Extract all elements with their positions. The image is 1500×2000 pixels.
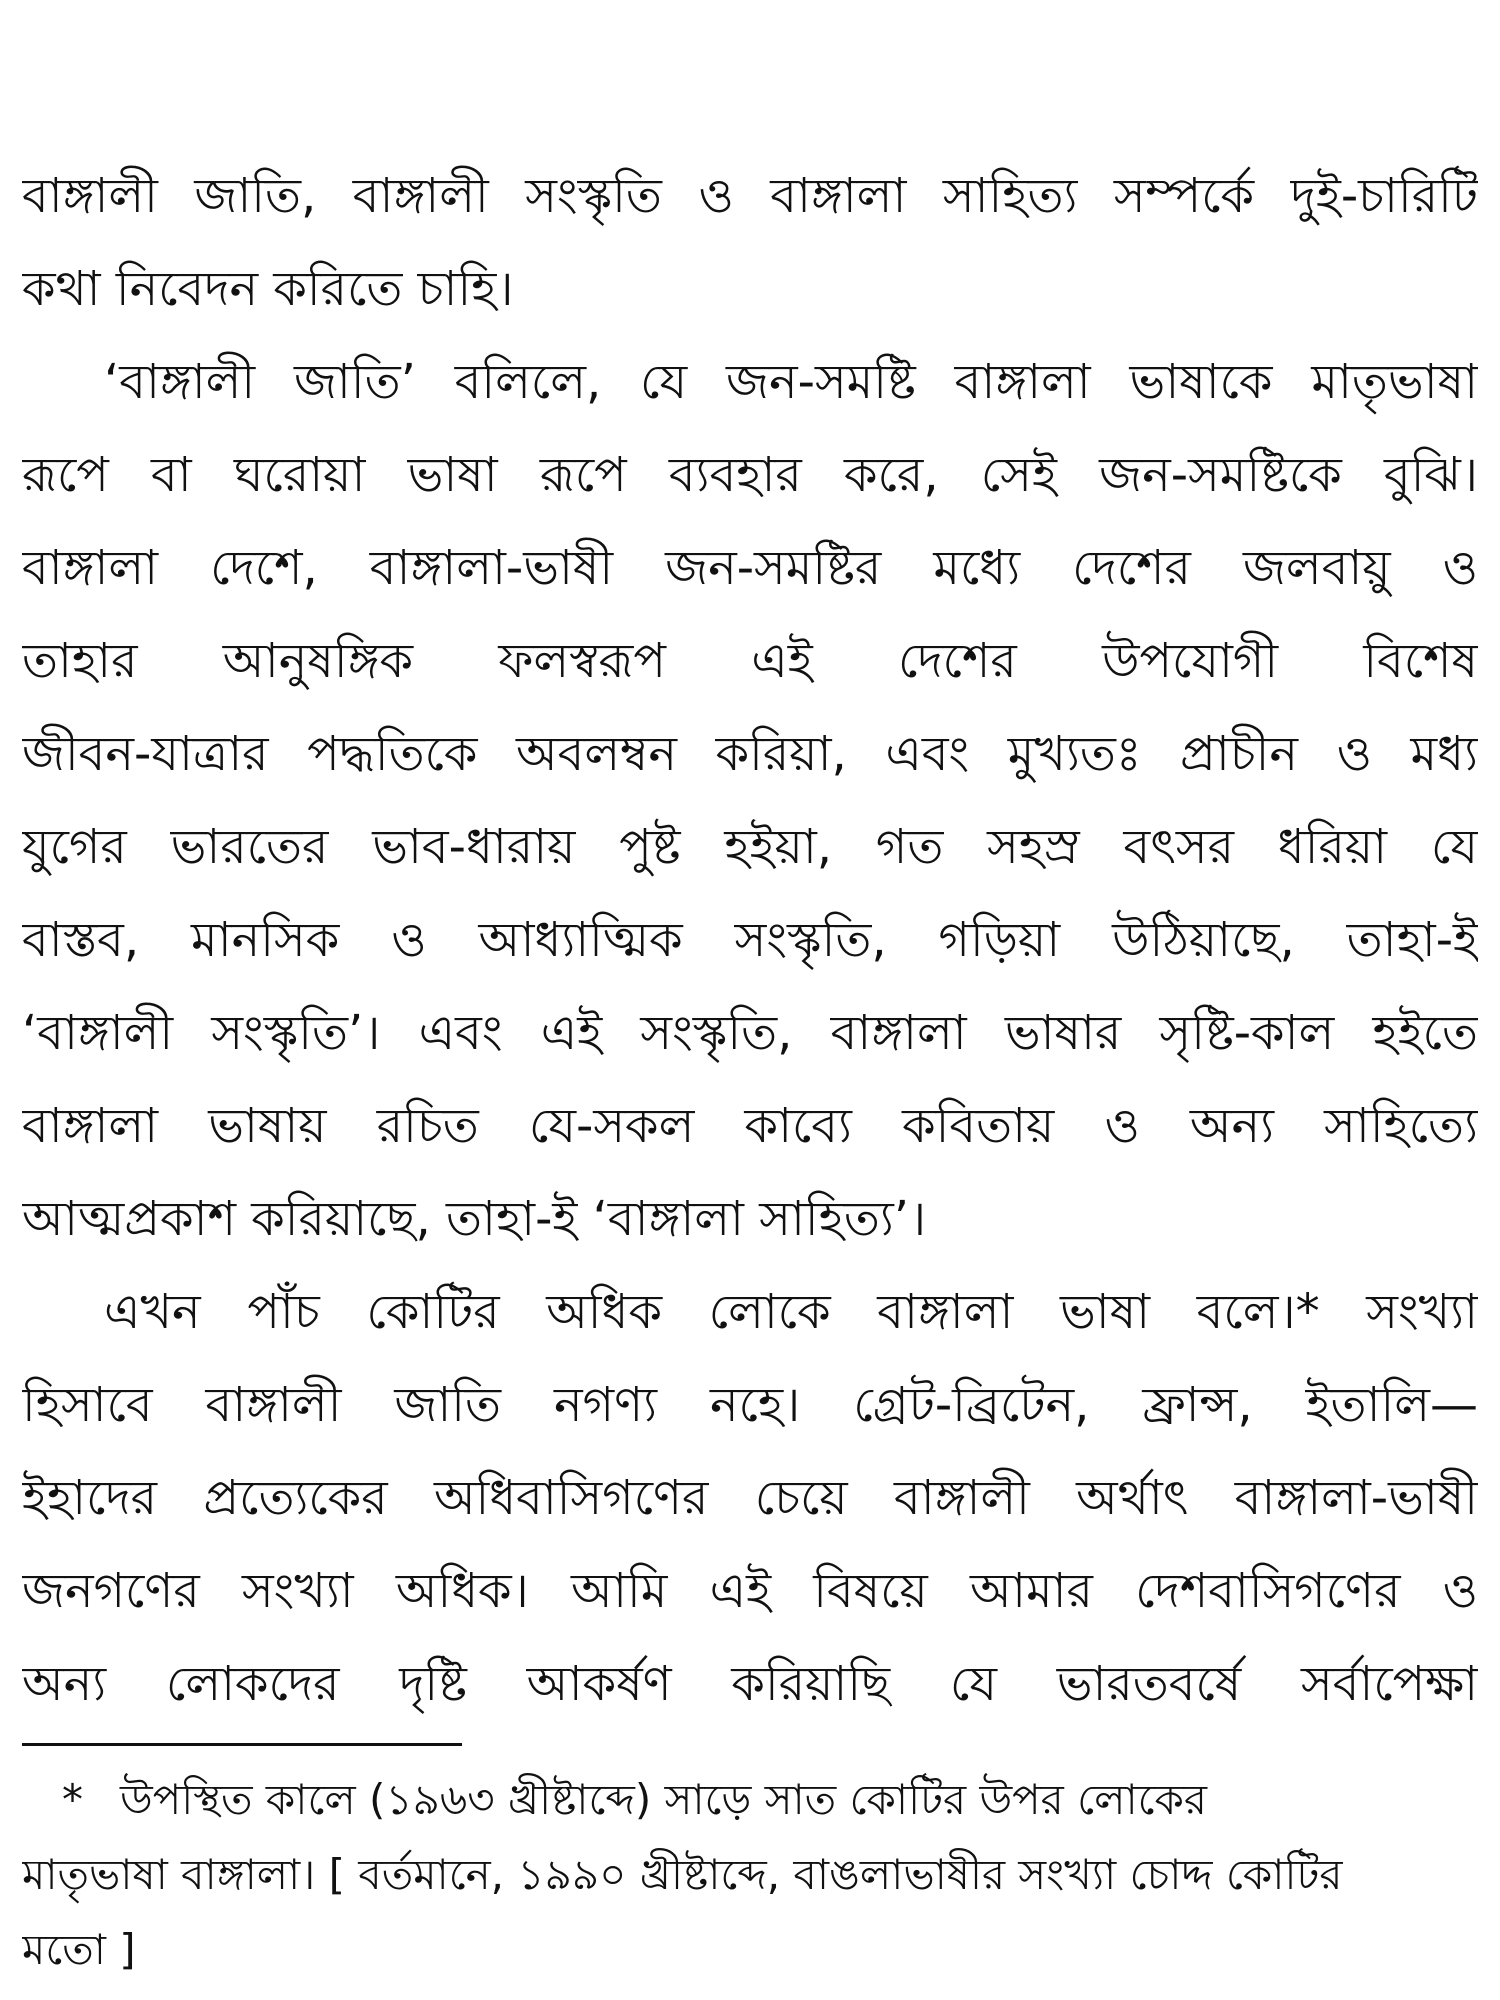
body-line: কথা নিবেদন করিতে চাহি। bbox=[22, 261, 514, 317]
body-line: এখন পাঁচ কোটির অধিক লোকে বাঙ্গালা ভাষা বলে।* সংখ্যা bbox=[104, 1284, 1478, 1340]
body-line: বাঙ্গালী জাতি, বাঙ্গালী সংস্কৃতি ও বাঙ্গালা সাহিত্য সম্পর্কে দুই-চারিটি bbox=[22, 168, 1478, 224]
body-line: যুগের ভারতের ভাব-ধারায় পুষ্ট হইয়া, গত সহস্র বৎসর ধরিয়া যে bbox=[22, 819, 1478, 875]
body-line: ‘বাঙ্গালী জাতি’ বলিলে, যে জন-সমষ্টি বাঙ্গালা ভাষাকে মাতৃভাষা bbox=[104, 354, 1478, 410]
body-text bbox=[22, 150, 1478, 1731]
body-line: তাহার আনুষঙ্গিক ফলস্বরূপ এই দেশের উপযোগী বিশেষ bbox=[22, 633, 1478, 689]
footnote-divider bbox=[22, 1743, 462, 1746]
body-line: বাস্তব, মানসিক ও আধ্যাত্মিক সংস্কৃতি, গড়িয়া উঠিয়াছে, তাহা-ই bbox=[22, 912, 1478, 968]
footnote-marker: * bbox=[62, 1775, 83, 1824]
body-line: অন্য লোকদের দৃষ্টি আকর্ষণ করিয়াছি যে ভারতবর্ষে সর্বাপেক্ষা bbox=[22, 1656, 1478, 1712]
footnote-line: মতো ] bbox=[22, 1925, 136, 1974]
body-line: ‘বাঙ্গালী সংস্কৃতি’। এবং এই সংস্কৃতি, বাঙ্গালা ভাষার সৃষ্টি-কাল হইতে bbox=[22, 1005, 1478, 1061]
body-line: বাঙ্গালা দেশে, বাঙ্গালা-ভাষী জন-সমষ্টির মধ্যে দেশের জলবায়ু ও bbox=[22, 540, 1478, 596]
body-line: জনগণের সংখ্যা অধিক। আমি এই বিষয়ে আমার দেশবাসিগণের ও bbox=[22, 1563, 1478, 1619]
body-line: হিসাবে বাঙ্গালী জাতি নগণ্য নহে। গ্রেট-ব্রিটেন, ফ্রান্স, ইতালি— bbox=[22, 1377, 1478, 1433]
footnote-line bbox=[22, 1762, 1478, 1837]
body-line: জীবন-যাত্রার পদ্ধতিকে অবলম্বন করিয়া, এবং মুখ্যতঃ প্রাচীন ও মধ্য bbox=[22, 726, 1478, 782]
footnote bbox=[22, 1762, 1478, 1987]
body-line: আত্মপ্রকাশ করিয়াছে, তাহা-ই ‘বাঙ্গালা সাহিত্য’। bbox=[22, 1191, 927, 1247]
body-line: বাঙ্গালা ভাষায় রচিত যে-সকল কাব্যে কবিতায় ও অন্য সাহিত্যে bbox=[22, 1098, 1478, 1154]
document-page bbox=[22, 150, 1478, 1731]
footnote-text: উপস্থিত কালে (১৯৬৩ খ্রীষ্টাব্দে) সাড়ে সাত কোটির উপর লোকের bbox=[120, 1775, 1208, 1824]
footnote-line: মাতৃভাষা বাঙ্গালা। [ বর্তমানে, ১৯৯০ খ্রীষ্টাব্দে, বাঙলাভাষীর সংখ্যা চোদ্দ কোটির bbox=[22, 1850, 1343, 1899]
body-line: ইহাদের প্রত্যেকের অধিবাসিগণের চেয়ে বাঙ্গালী অর্থাৎ বাঙ্গালা-ভাষী bbox=[22, 1470, 1478, 1526]
body-line: রূপে বা ঘরোয়া ভাষা রূপে ব্যবহার করে, সেই জন-সমষ্টিকে বুঝি। bbox=[22, 447, 1478, 503]
